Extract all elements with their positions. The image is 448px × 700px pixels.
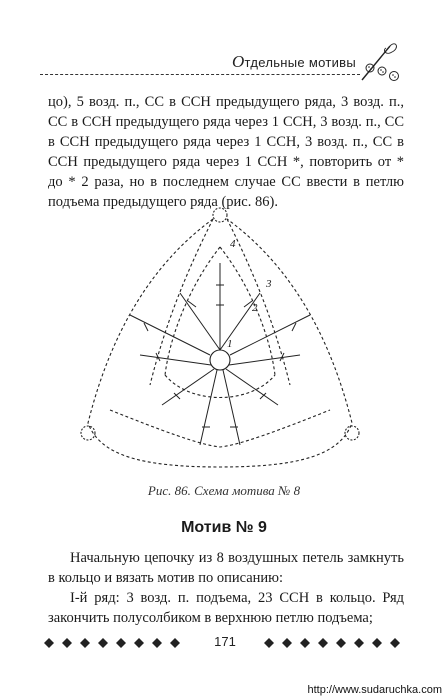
diagram-label-1: 1 bbox=[227, 338, 233, 350]
crochet-motif-diagram bbox=[70, 205, 370, 475]
section-heading: Мотив № 9 bbox=[181, 519, 267, 536]
header-dashed-rule bbox=[40, 74, 360, 75]
page-footer bbox=[40, 632, 410, 654]
body-paragraph: I-й ряд: 3 возд. п. подъема, 23 ССН в кольцо. Ряд закончить полусолбиком в верхнюю петлю подъема; bbox=[48, 590, 404, 626]
diagram-label-4: 4 bbox=[230, 238, 236, 250]
diagram-label-3: 3 bbox=[266, 278, 272, 290]
ornament-border-right bbox=[260, 632, 410, 654]
picot-top bbox=[213, 208, 227, 222]
intro-text-block bbox=[48, 92, 404, 212]
diagram-label-2: 2 bbox=[252, 302, 258, 314]
watermark-url: http://www.sudaruchka.com bbox=[307, 684, 442, 696]
figure-caption: Рис. 86. Схема мотива № 8 bbox=[147, 483, 301, 498]
body-paragraph: Начальную цепочку из 8 воздушных петель замкнуть в кольцо и вязать мотив по описанию: bbox=[48, 550, 404, 586]
picot-right bbox=[345, 426, 359, 440]
body-text-block bbox=[48, 548, 404, 628]
section-title bbox=[232, 52, 356, 72]
intro-paragraph: цо), 5 возд. п., СС в ССН предыдущего ряда, 3 возд. п., СС в ССН предыдущего ряда через 1 ССН, 3 возд. п., СС в ССН предыдущего ряда через 1 ССН, 3 возд. п., СС в ССН предыдущего ряда через 1 ССН *, повторить от * до * 2 раза, но в последнем случае СС ввести в петлю подъема предыдущего ряда (рис. 86). bbox=[48, 94, 404, 210]
page-number: 171 bbox=[214, 634, 236, 649]
section-title-initial: О bbox=[231, 52, 245, 71]
running-header bbox=[40, 40, 400, 84]
center-ring bbox=[210, 350, 230, 370]
needle-and-buttons-icon bbox=[356, 40, 400, 84]
section-title-rest: тдельные мотивы bbox=[244, 55, 356, 70]
